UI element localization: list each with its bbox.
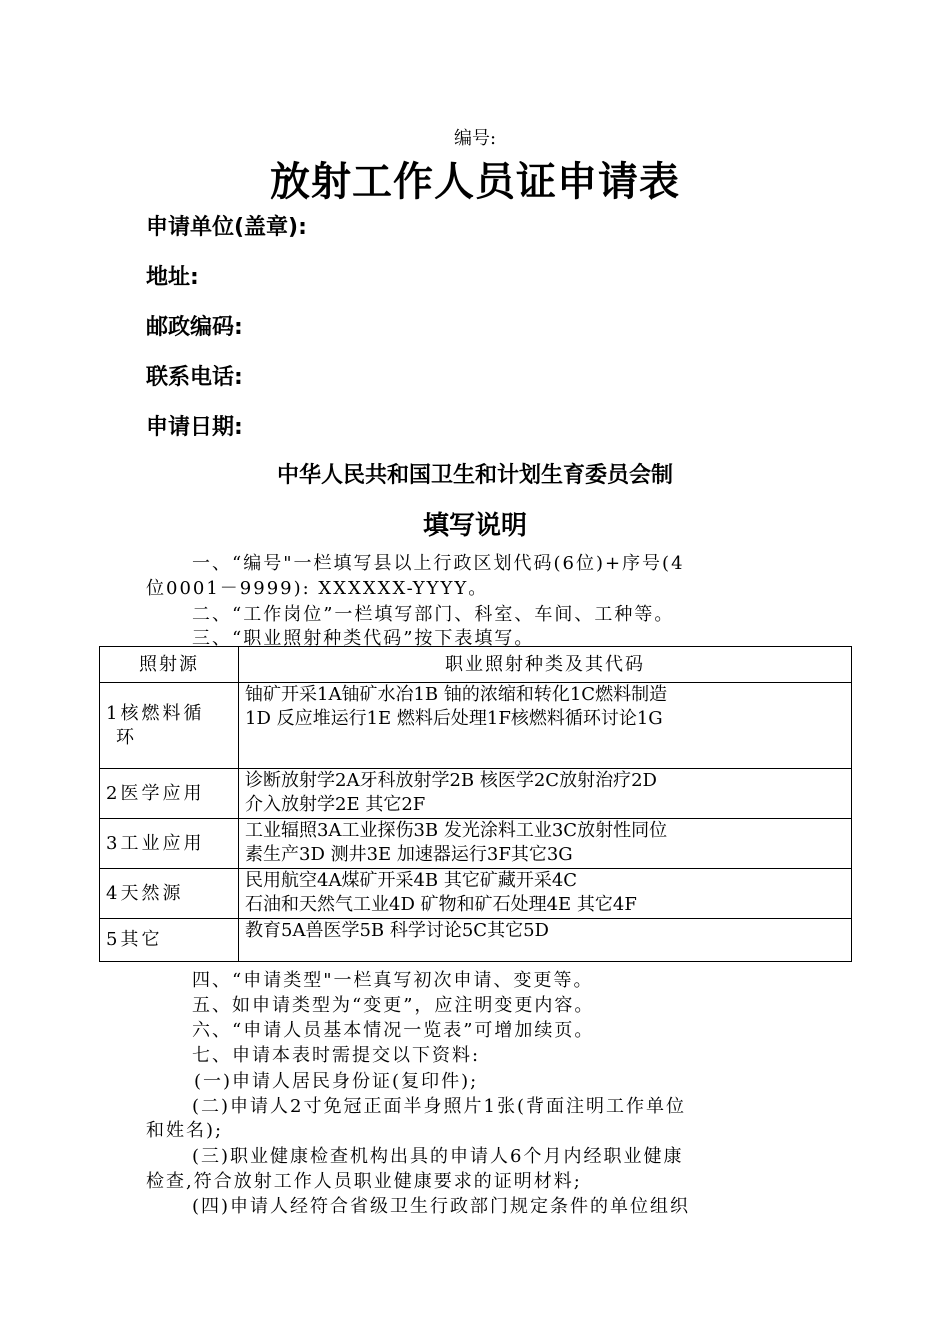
instruction-2: 二、“工作岗位”一栏填写部门、科室、车间、工种等。: [192, 604, 675, 625]
codes-text: 素生产3D 测井3E 加速器运行3F其它3G: [245, 844, 573, 865]
source-cell: 5其它: [100, 919, 239, 962]
source-cell: 3工业应用: [100, 819, 239, 869]
codes-text: 介入放射学2E 其它2F: [245, 794, 426, 815]
instruction-5: 五、如申请类型为“变更”，应注明变更内容。: [192, 995, 595, 1016]
codes-cell: [239, 769, 852, 819]
field-postal-code: 邮政编码:: [146, 315, 243, 340]
source-cell: [100, 683, 239, 769]
header-source: 照射源: [100, 647, 239, 683]
table-row: [100, 819, 852, 869]
table-row: [100, 683, 852, 769]
codes-text: 教育5A兽医学5B 科学讨论5C其它5D: [245, 920, 549, 941]
field-address: 地址:: [146, 265, 199, 290]
codes-text: 1D 反应堆运行1E 燃料后处理1F核燃料循环讨论1G: [245, 708, 663, 729]
codes-text: 铀矿开采1A铀矿水冶1B 铀的浓缩和转化1C燃料制造: [245, 684, 668, 705]
codes-text: 工业辐照3A工业探伤3B 发光涂料工业3C放射性同位: [245, 820, 668, 841]
codes-text: 石油和天然气工业4D 矿物和矿石处理4E 其它4F: [245, 894, 637, 915]
codes-cell: [239, 683, 852, 769]
issuer-line: 中华人民共和国卫生和计划生育委员会制: [276, 463, 673, 488]
instruction-3: 三、“职业照射种类代码”按下表填写。: [192, 628, 535, 649]
table-row: [100, 769, 852, 819]
source-cell: 4天然源: [100, 869, 239, 919]
instruction-6: 六、“申请人员基本情况一览表”可增加续页。: [192, 1020, 595, 1041]
codes-cell: [239, 869, 852, 919]
instruction-1-line-2: 位0001－9999): XXXXXX-YYYY。: [146, 578, 489, 599]
instruction-1-line-1: 一、“编号"一栏填写县以上行政区划代码(6位)+序号(4: [192, 553, 685, 574]
source-text: 环: [116, 726, 137, 748]
material-item-2-line-2: 和姓名);: [146, 1120, 224, 1141]
material-item-4-line-1: (四)申请人经符合省级卫生行政部门规定条件的单位组织: [192, 1196, 691, 1217]
header-codes: 职业照射种类及其代码: [239, 647, 852, 683]
field-application-date: 申请日期:: [146, 415, 243, 440]
table-header-row: [100, 647, 852, 683]
codes-cell: [239, 919, 852, 962]
source-cell: 2医学应用: [100, 769, 239, 819]
table-row: [100, 919, 852, 962]
field-phone: 联系电话:: [146, 365, 243, 390]
serial-number-label: 编号:: [453, 128, 497, 149]
instruction-4: 四、“申请类型"一栏真写初次申请、变更等。: [192, 970, 594, 991]
form-title: 放射工作人员证申请表: [270, 159, 680, 205]
codes-cell: [239, 819, 852, 869]
material-item-3-line-2: 检查,符合放射工作人员职业健康要求的证明材料;: [146, 1171, 582, 1192]
field-applicant-unit: 申请单位(盖章):: [146, 215, 307, 240]
source-text: 1核燃料循: [106, 702, 205, 724]
material-item-3-line-1: (三)职业健康检查机构出具的申请人6个月内经职业健康: [192, 1146, 684, 1167]
instruction-7: 七、申请本表时需提交以下资料:: [192, 1045, 481, 1066]
codes-text: 诊断放射学2A牙科放射学2B 核医学2C放射治疗2D: [245, 770, 657, 791]
table-row: [100, 869, 852, 919]
instructions-title: 填写说明: [422, 511, 527, 541]
codes-text: 民用航空4A煤矿开采4B 其它矿藏开采4C: [245, 870, 578, 891]
material-item-2-line-1: (二)申请人2寸免冠正面半身照片1张(背面注明工作单位: [192, 1096, 686, 1117]
exposure-code-table: [99, 646, 852, 962]
material-item-1: (一)申请人居民身份证(复印件);: [194, 1071, 479, 1092]
